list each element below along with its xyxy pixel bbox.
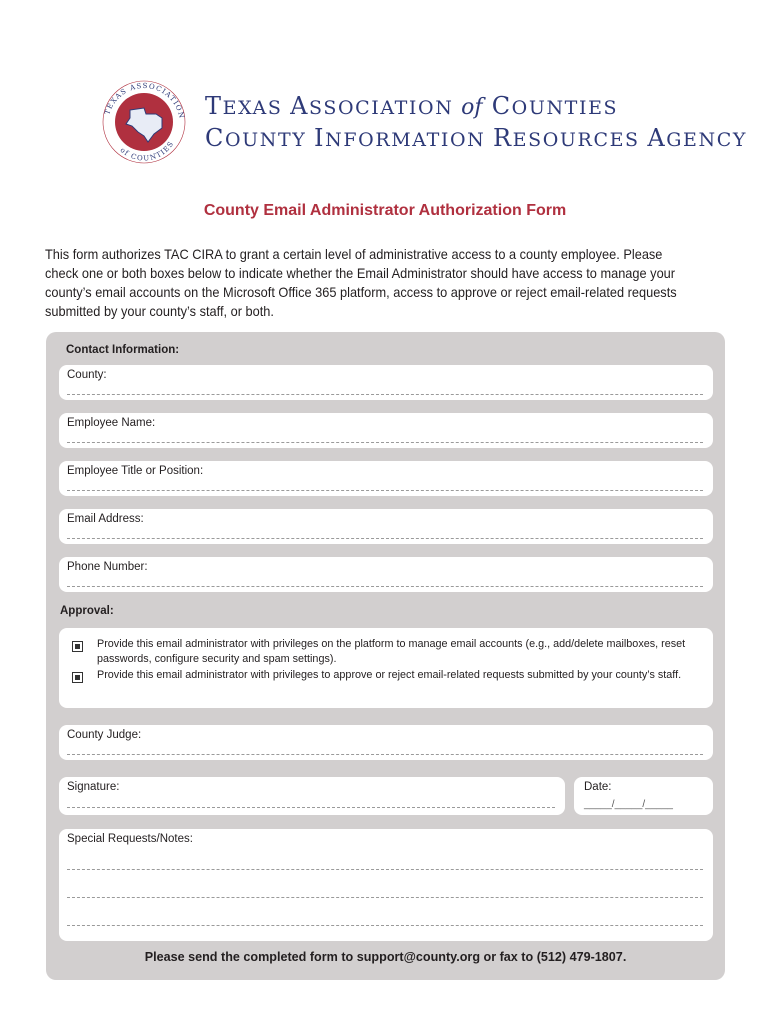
county-judge-line bbox=[67, 754, 703, 755]
form-title: County Email Administrator Authorization Form bbox=[203, 202, 567, 219]
manage-accounts-text: Provide this email administrator with privileges on the platform to manage email accounts (e.g., add/delete mailboxes, reset passwords, configure security and spam settings). bbox=[97, 638, 686, 665]
date-blank: _____/_____/_____ bbox=[584, 799, 673, 810]
employee-title-label: Employee Title or Position: bbox=[67, 465, 204, 477]
county-judge-label: County Judge: bbox=[67, 729, 142, 741]
svg-text:TEXAS ASSOCIATION: TEXAS ASSOCIATION bbox=[103, 81, 186, 121]
county-judge-field[interactable] bbox=[59, 725, 713, 760]
employee-name-field[interactable] bbox=[59, 413, 713, 448]
approve-requests-checkbox[interactable] bbox=[72, 672, 83, 683]
org-agency: COUNTY INFORMATION RESOURCES AGENCY bbox=[205, 124, 748, 152]
county-line bbox=[67, 394, 703, 395]
approve-requests-text: Provide this email administrator with privileges to approve or reject email-related requests submitted by your county’s staff. bbox=[97, 669, 682, 681]
email-line bbox=[67, 538, 703, 539]
email-field[interactable] bbox=[59, 509, 713, 544]
intro-text: This form authorizes TAC CIRA to grant a certain level of administrative access to a county employee. Please check one or both boxes below to indicate whether the Email Administrator should have access to manage your county’s email accounts on the Microsoft Office 365 platform, access to approve or reject email-related requests submitted by your county’s staff, or both. bbox=[45, 247, 677, 319]
employee-title-line bbox=[67, 490, 703, 491]
phone-field[interactable] bbox=[59, 557, 713, 592]
signature-line bbox=[67, 807, 555, 808]
manage-accounts-checkbox[interactable] bbox=[72, 641, 83, 652]
org-name: TEXAS ASSOCIATION of COUNTIES bbox=[205, 92, 619, 120]
date-field[interactable] bbox=[574, 777, 713, 815]
notes-line-2 bbox=[67, 897, 703, 898]
employee-name-label: Employee Name: bbox=[67, 417, 156, 429]
contact-heading: Contact Information: bbox=[66, 344, 180, 356]
signature-field[interactable] bbox=[59, 777, 565, 815]
submission-instructions: Please send the completed form to support@county.org or fax to (512) 479-1807. bbox=[144, 950, 627, 964]
phone-line bbox=[67, 586, 703, 587]
svg-text:of COUNTIES: of COUNTIES bbox=[118, 139, 176, 163]
signature-label: Signature: bbox=[67, 781, 120, 793]
notes-line-3 bbox=[67, 925, 703, 926]
notes-line-1 bbox=[67, 869, 703, 870]
date-label: Date: bbox=[584, 781, 612, 793]
notes-label: Special Requests/Notes: bbox=[67, 833, 193, 845]
tac-logo bbox=[94, 72, 194, 172]
county-field[interactable] bbox=[59, 365, 713, 400]
approval-options bbox=[59, 628, 713, 708]
phone-label: Phone Number: bbox=[67, 561, 148, 573]
approval-heading: Approval: bbox=[60, 605, 114, 617]
email-label: Email Address: bbox=[67, 513, 144, 525]
notes-field[interactable] bbox=[59, 829, 713, 941]
employee-name-line bbox=[67, 442, 703, 443]
employee-title-field[interactable] bbox=[59, 461, 713, 496]
county-label: County: bbox=[67, 369, 107, 381]
